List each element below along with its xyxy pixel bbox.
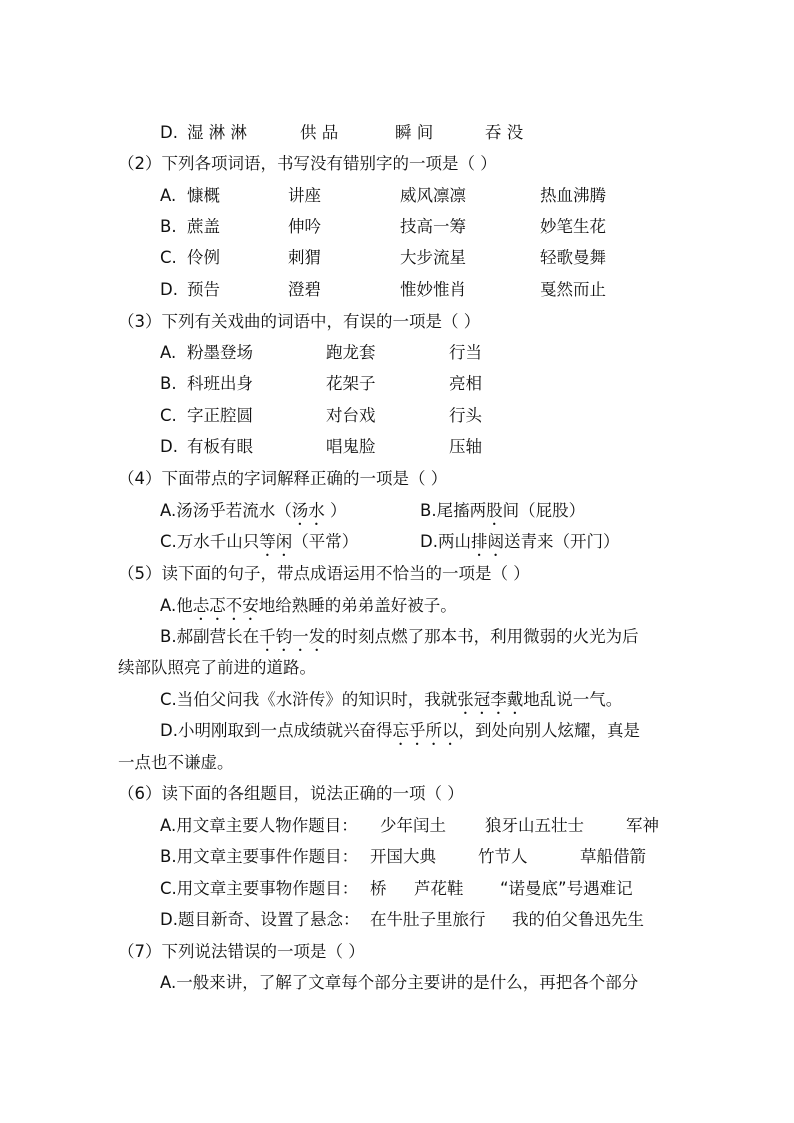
word: 科班出身	[187, 374, 253, 393]
dotted-word: 汤水	[291, 501, 325, 520]
word: 花架子	[326, 374, 376, 393]
option-text: B.用文章主要事件作题目：	[160, 847, 359, 866]
word: 竹节人	[478, 847, 528, 866]
q4-option-b	[420, 501, 585, 529]
q4-option-d	[420, 532, 619, 560]
word: 对台戏	[326, 406, 376, 425]
q5-option-b-line-2: 续部队照亮了前进的道路。	[118, 658, 316, 677]
option-label: B.	[160, 217, 177, 236]
option-text: A.用文章主要人物作题目：	[160, 816, 358, 835]
word: 供 品	[300, 123, 339, 142]
option-label: C.	[160, 248, 177, 267]
option-label: D.	[160, 437, 178, 456]
word: 亮相	[449, 374, 482, 393]
q2-stem: （2）下列各项词语，书写没有错别字的一项是（ ）	[118, 154, 497, 173]
word: 技高一筹	[400, 217, 466, 236]
dotted-word: 等闲	[259, 532, 293, 551]
option-text: 两山	[437, 532, 471, 551]
q5-option-c	[160, 690, 622, 718]
option-text: D.小明刚取到一点成绩就兴奋得	[160, 721, 393, 740]
option-label: C.	[160, 406, 177, 425]
word: 慷概	[187, 186, 220, 205]
dotted-word: 忐忑不安	[192, 596, 259, 615]
option-text: B.郝副营长在	[160, 627, 260, 646]
option-text: 的时刻点燃了那本书，利用微弱的火光为后	[325, 627, 639, 646]
option-text: 送青来（开门）	[503, 532, 620, 551]
option-text: 地乱说一气。	[523, 690, 623, 709]
word: 伶例	[187, 248, 220, 267]
word: 吞 没	[485, 123, 524, 142]
dotted-word: 排闼	[470, 532, 504, 551]
word: 有板有眼	[187, 437, 253, 456]
word: 军神	[626, 816, 659, 835]
option-text: C.用文章主要事物作题目：	[160, 879, 359, 898]
q3-stem: （3）下列有关戏曲的词语中，有误的一项是（ ）	[118, 312, 481, 331]
option-text: 尾搐两	[436, 501, 487, 520]
word: 讲座	[288, 186, 321, 205]
word: 我的伯父鲁迅先生	[512, 910, 644, 929]
option-label: A.	[160, 343, 177, 362]
word: 桥	[370, 879, 387, 898]
option-label: C.	[160, 532, 177, 551]
option-label: D.	[160, 123, 178, 142]
word: 戛然而止	[540, 280, 606, 299]
q4-option-c	[160, 532, 358, 560]
word: 轻歌曼舞	[540, 248, 606, 267]
word: 压轴	[449, 437, 482, 456]
dotted-word: 忘乎所以	[392, 721, 459, 740]
option-label: A.	[160, 501, 177, 520]
word: 芦花鞋	[414, 879, 464, 898]
option-text: C.当伯父问我《水浒传》的知识时，我就	[160, 690, 458, 709]
option-text: A.他	[160, 596, 193, 615]
q4-option-a	[160, 501, 347, 529]
word: 在牛肚子里旅行	[370, 910, 486, 929]
q7-stem: （7）下列说法错误的一项是（ ）	[118, 942, 365, 961]
option-text: ，到处向别人炫耀，真是	[458, 721, 640, 740]
word: 开国大典	[370, 847, 436, 866]
option-text: 地给熟睡的弟弟盖好被子。	[258, 596, 457, 615]
option-label: A.	[160, 186, 177, 205]
dotted-word: 千钧一发	[259, 627, 326, 646]
option-label: D.	[420, 532, 438, 551]
option-text: 间（屁股）	[502, 501, 586, 520]
q5-option-b-line-1	[160, 627, 639, 655]
option-label: B.	[420, 501, 437, 520]
word: 跑龙套	[326, 343, 376, 362]
word: 行当	[449, 343, 482, 362]
option-text: 汤汤乎若流水（	[176, 501, 292, 520]
word: 唱鬼脸	[326, 437, 376, 456]
option-text: D.题目新奇、设置了悬念：	[160, 910, 360, 929]
option-label: D.	[160, 280, 178, 299]
dotted-word: 股	[486, 501, 503, 520]
q5-option-d-line-2: 一点也不谦虚。	[118, 753, 234, 772]
word: 热血沸腾	[540, 186, 606, 205]
word: 澄碧	[288, 280, 321, 299]
word: 草船借箭	[580, 847, 646, 866]
word: 粉墨登场	[187, 343, 253, 362]
word: “诺曼底”号遇难记	[500, 879, 633, 898]
q5-option-a	[160, 596, 457, 624]
word: 刺猬	[288, 248, 321, 267]
word: 蔗盖	[187, 217, 220, 236]
option-label: B.	[160, 374, 177, 393]
word: 行头	[449, 406, 482, 425]
q6-stem: （6）读下面的各组题目，说法正确的一项（ ）	[118, 784, 464, 803]
word: 大步流星	[400, 248, 466, 267]
word: 少年闰土	[380, 816, 446, 835]
word: 妙笔生花	[540, 217, 606, 236]
word: 预告	[187, 280, 220, 299]
q5-stem: （5）读下面的句子，带点成语运用不恰当的一项是（ ）	[118, 564, 530, 583]
word: 湿 淋 淋	[187, 123, 247, 142]
word: 威风凛凛	[400, 186, 466, 205]
option-text: （平常）	[292, 532, 359, 551]
q5-option-d-line-1	[160, 721, 640, 749]
word: 字正腔圆	[187, 406, 253, 425]
q7-option-a: A.一般来讲，了解了文章每个部分主要讲的是什么，再把各个部分	[160, 973, 639, 992]
word: 狼牙山五壮士	[485, 816, 584, 835]
option-text: ）	[324, 501, 347, 520]
dotted-word: 张冠李戴	[457, 690, 524, 709]
word: 伸吟	[288, 217, 321, 236]
word: 瞬 间	[395, 123, 434, 142]
word: 惟妙惟肖	[400, 280, 466, 299]
option-text: 万水千山只	[176, 532, 260, 551]
q4-stem: （4）下面带点的字词解释正确的一项是（ ）	[118, 469, 448, 488]
